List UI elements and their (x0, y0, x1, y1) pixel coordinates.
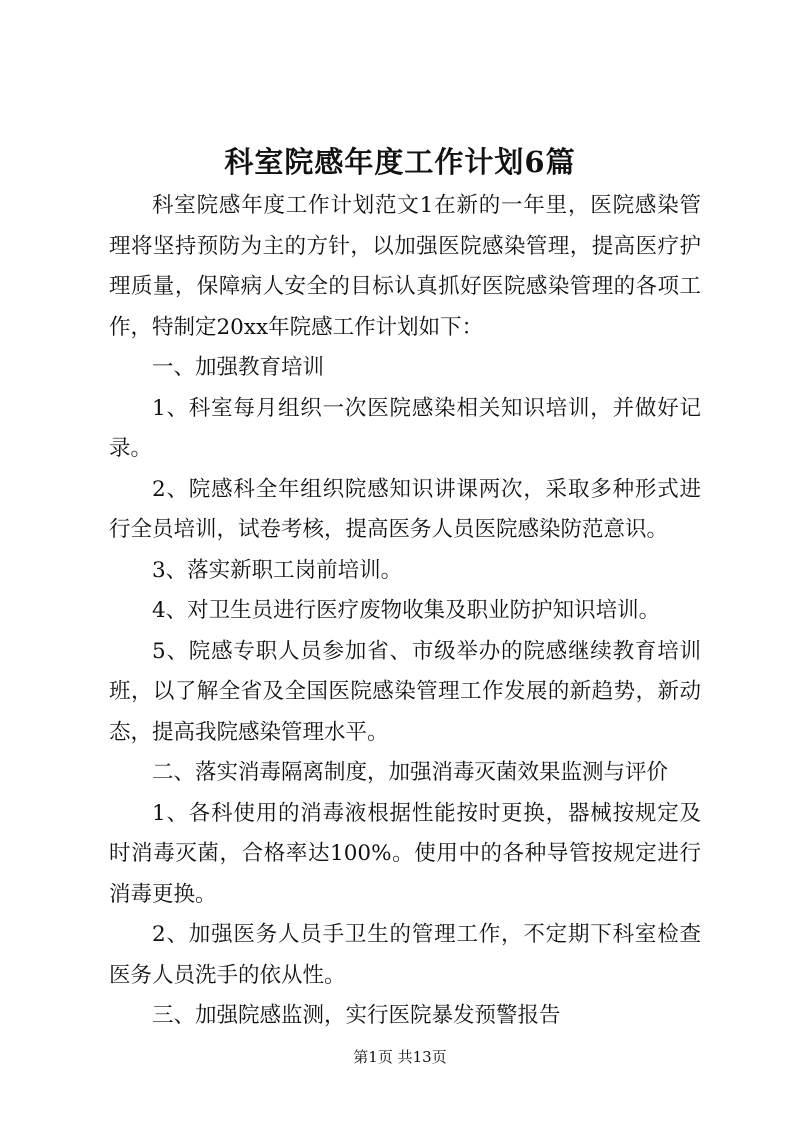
document-title: 科室院感年度工作计划6篇 (224, 145, 576, 179)
section-heading: 三、加强院感监测，实行医院暴发预警报告 (152, 1003, 561, 1028)
paragraph: 2、加强医务人员手卫生的管理工作，不定期下科室检查医务人员洗手的依从性。 (109, 922, 701, 988)
paragraph: 5、院感专职人员参加省、市级举办的院感继续教育培训班，以了解全省及全国医院感染管理工作发展的新趋势，新动态，提高我院感染管理水平。 (109, 638, 701, 745)
section-heading: 一、加强教育培训 (152, 355, 325, 380)
paragraph: 2、院感科全年组织院感知识讲课两次，采取多种形式进行全员培训，试卷考核，提高医务人员医院感染防范意识。 (109, 476, 701, 542)
paragraph: 1、科室每月组织一次医院感染相关知识培训，并做好记录。 (109, 395, 701, 461)
paragraph: 3、落实新职工岗前培训。 (152, 557, 403, 583)
page-number-footer: 第1页 共13页 (353, 1048, 447, 1066)
document-body (109, 186, 701, 1037)
paragraph: 科室院感年度工作计划范文1在新的一年里，医院感染管理将坚持预防为主的方针，以加强医院感染管理，提高医疗护理质量，保障病人安全的目标认真抓好医院感染管理的各项工作，特制定20xx年院感工作计划如下： (109, 193, 701, 340)
paragraph: 4、对卫生员进行医疗废物收集及职业防护知识培训。 (152, 598, 661, 623)
section-heading: 二、落实消毒隔离制度，加强消毒灭菌效果监测与评价 (152, 760, 669, 785)
paragraph: 1、各科使用的消毒液根据性能按时更换，器械按规定及时消毒灭菌，合格率达100%。使用中的各种导管按规定进行消毒更换。 (109, 800, 701, 907)
